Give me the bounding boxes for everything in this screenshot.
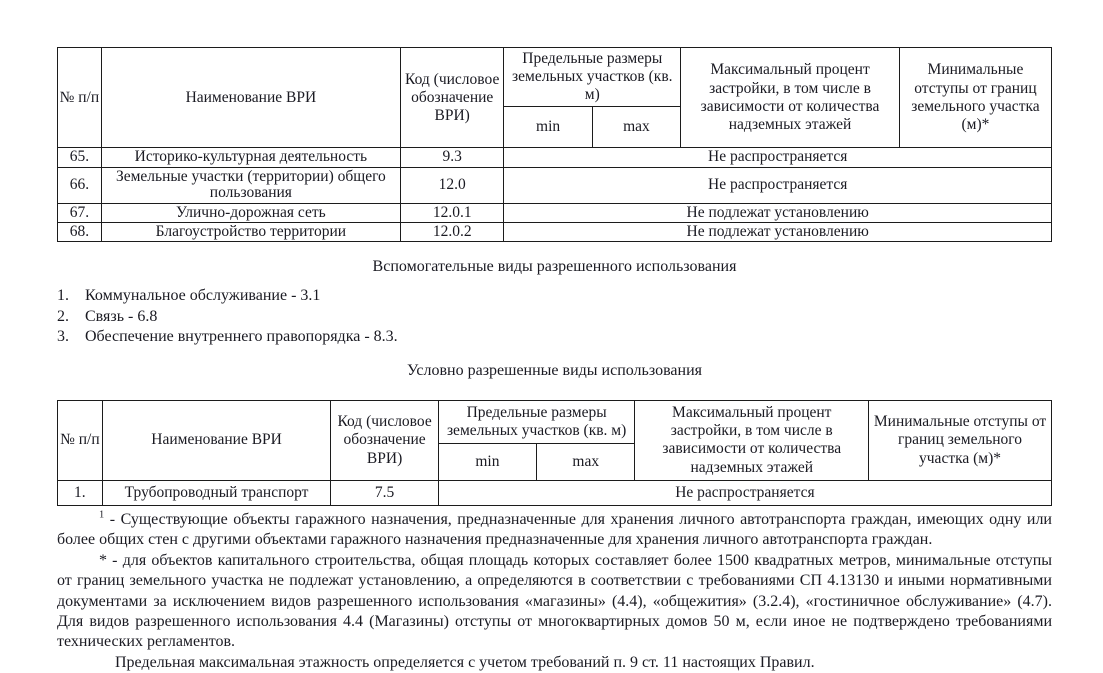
cell-name: Улично-дорожная сеть	[101, 203, 400, 222]
col-header-percent: Максимальный процент застройки, в том числе в зависимости от количества надземных этажей	[681, 48, 900, 148]
list-item-number: 1.	[57, 287, 69, 305]
cell-num: 66.	[58, 167, 102, 203]
col-header-percent: Максимальный процент застройки, в том числе в зависимости от количества надземных этажей	[635, 400, 869, 480]
list-item	[57, 327, 1052, 348]
list-item-text: Связь - 6.8	[85, 307, 158, 325]
cell-value: Не распространяется	[504, 148, 1052, 167]
cell-name: Земельные участки (территории) общего пользования	[101, 167, 400, 203]
col-header-code: Код (числовое обозначение ВРИ)	[400, 48, 503, 148]
table-row	[58, 148, 1052, 167]
cell-code: 7.5	[331, 480, 438, 505]
section-heading-conditional: Условно разрешенные виды использования	[407, 361, 702, 379]
cell-name: Историко-культурная деятельность	[101, 148, 400, 167]
main-table-header	[58, 48, 1052, 148]
list-item-text: Обеспечение внутреннего правопорядка - 8.3.	[85, 328, 398, 346]
footnote-marker: 1	[99, 509, 105, 521]
cell-value: Не подлежат установлению	[504, 223, 1052, 242]
footnote-floors-text: Предельная максимальная этажность определяется с учетом требований п. 9 ст. 11 настоящих Правил.	[115, 653, 815, 671]
col-header-setback: Минимальные отступы от границ земельного участка (м)*	[899, 48, 1051, 148]
cell-value: Не распространяется	[504, 167, 1052, 203]
table-row	[58, 203, 1052, 222]
col-header-name: Наименование ВРИ	[102, 400, 331, 480]
list-item-text: Коммунальное обслуживание - 3.1	[85, 287, 321, 305]
cell-num: 68.	[58, 223, 102, 242]
col-header-num: № п/п	[58, 400, 103, 480]
conditional-vri-table	[57, 400, 1052, 506]
cell-code: 9.3	[400, 148, 503, 167]
cell-num: 65.	[58, 148, 102, 167]
footnote-asterisk	[57, 551, 1052, 653]
list-item-number: 3.	[57, 328, 69, 346]
col-header-min: min	[504, 107, 592, 148]
col-header-size: Предельные размеры земельных участков (кв. м)	[504, 48, 681, 107]
col-header-min: min	[438, 443, 536, 480]
cell-num: 1.	[58, 480, 103, 505]
col-header-setback: Минимальные отступы от границ земельного участка (м)*	[869, 400, 1052, 480]
cell-num: 67.	[58, 203, 102, 222]
footnote-floors	[57, 653, 1052, 673]
list-item	[57, 286, 1052, 307]
main-vri-table	[57, 47, 1052, 242]
col-header-num: № п/п	[58, 48, 102, 148]
col-header-size: Предельные размеры земельных участков (кв. м)	[438, 400, 635, 443]
cell-code: 12.0	[400, 167, 503, 203]
table-row	[58, 480, 1052, 505]
footnote-garage	[57, 510, 1052, 551]
cell-name: Трубопроводный транспорт	[102, 480, 331, 505]
table-row	[58, 223, 1052, 242]
auxiliary-list	[57, 286, 1052, 348]
section-heading-auxiliary: Вспомогательные виды разрешенного использования	[372, 258, 737, 276]
col-header-code: Код (числовое обозначение ВРИ)	[331, 400, 438, 480]
cell-code: 12.0.2	[400, 223, 503, 242]
cell-name: Благоустройство территории	[101, 223, 400, 242]
cell-code: 12.0.1	[400, 203, 503, 222]
col-header-max: max	[592, 107, 680, 148]
footnote-garage-text: - Существующие объекты гаражного назначения, предназначенные для хранения личного автотранспорта граждан, имеющих одну или более общих стен с другими объектами гаражного назначения предназначенные для хранения личного автотранспорта граждан.	[57, 510, 1052, 549]
col-header-max: max	[537, 443, 635, 480]
footnotes-block	[57, 510, 1052, 673]
col-header-name: Наименование ВРИ	[101, 48, 400, 148]
list-item-number: 2.	[57, 307, 69, 325]
cell-value: Не распространяется	[438, 480, 1051, 505]
cell-value: Не подлежат установлению	[504, 203, 1052, 222]
table-row	[58, 167, 1052, 203]
list-item	[57, 307, 1052, 328]
conditional-table-header	[58, 400, 1052, 480]
footnote-asterisk-text: * - для объектов капитального строительства, общая площадь которых составляет более 1500 квадратных метров, минимальные отступы от границ земельного участка не подлежат установлению, а определяются в соответствии с требованиями СП 4.13130 и иными нормативными документами за исключением видов разрешенного использования «магазины» (4.4), «общежития» (3.2.4), «гостиничное обслуживание» (4.7). Для видов разрешенного использования 4.4 (Магазины) отступы от многоквартирных домов 50 м, если иное не подтверждено требованиями технических регламентов.	[57, 551, 1052, 651]
